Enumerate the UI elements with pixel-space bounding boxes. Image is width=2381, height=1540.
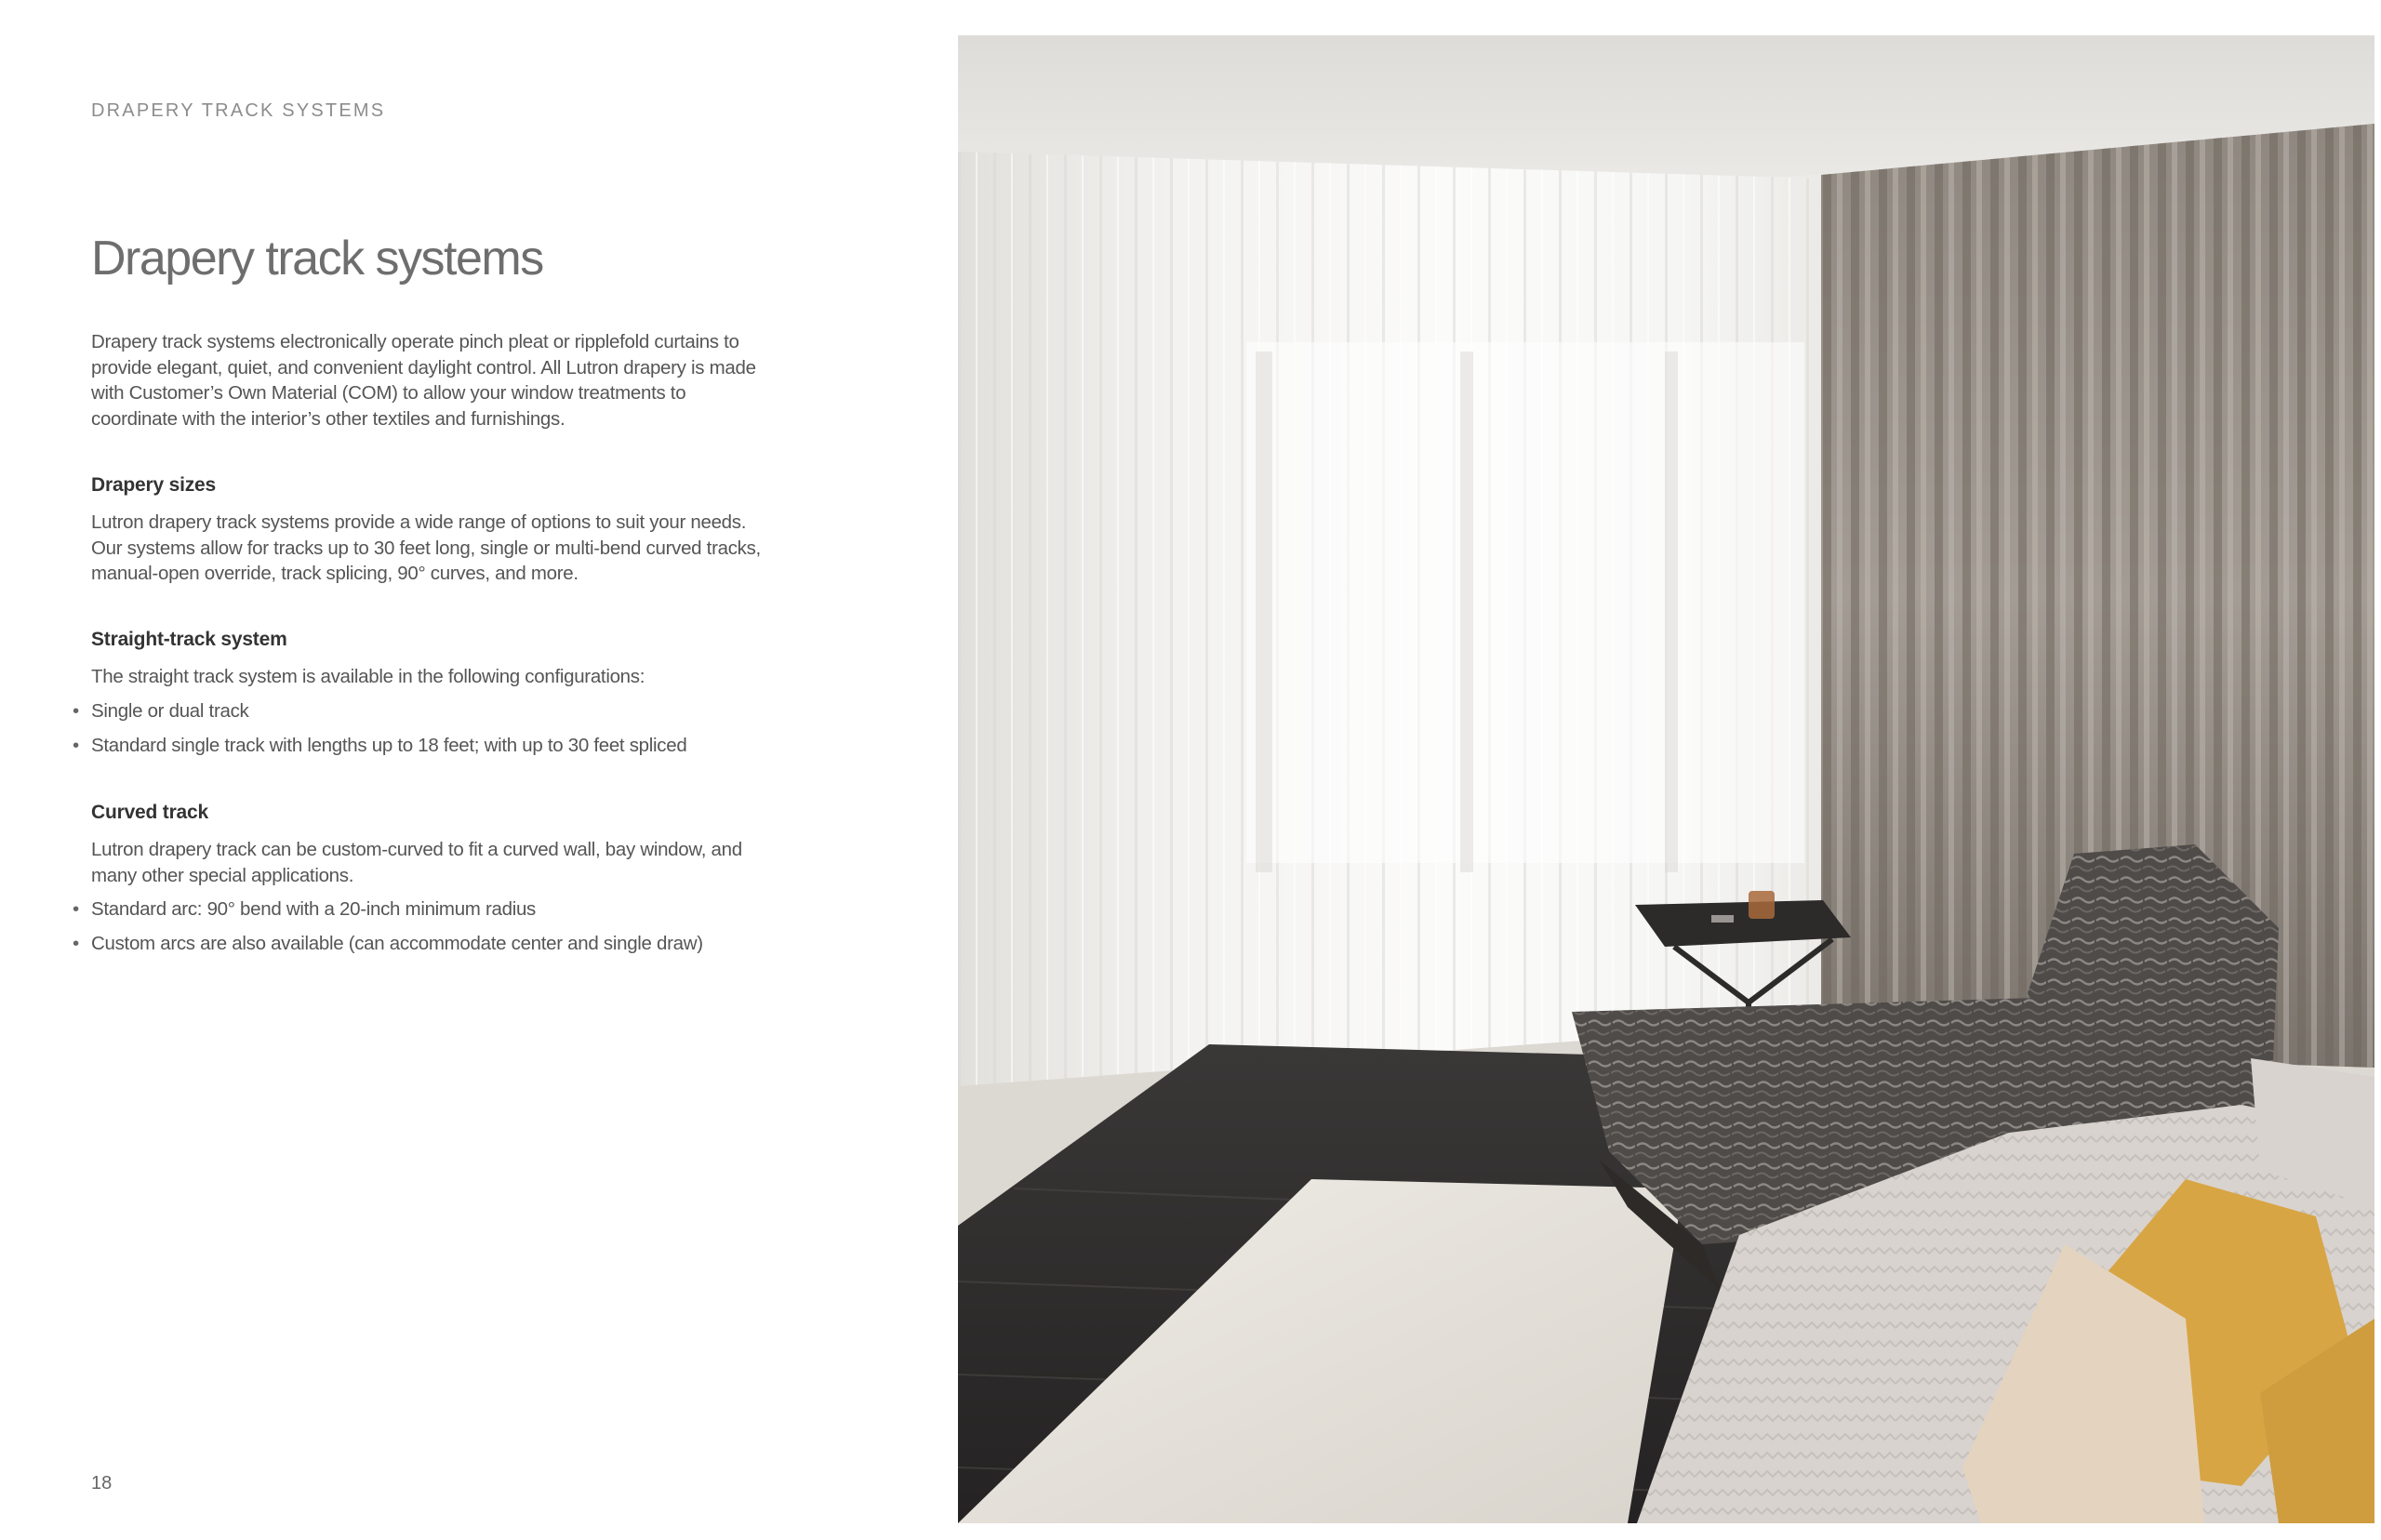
section-straight-track	[73, 629, 761, 767]
list-item	[73, 733, 761, 759]
bullet-icon: •	[73, 898, 79, 920]
bullet-list	[73, 698, 761, 759]
list-item-text: Standard arc: 90° bend with a 20-inch minimum radius	[91, 898, 537, 920]
section-heading: Straight-track system	[91, 629, 287, 650]
intro-paragraph: Drapery track systems electronically operate pinch pleat or ripplefold curtains to provide elegant, quiet, and convenient daylight control. All Lutron drapery is made with Customer’s Own Material (COM) to allow your window treatments to coordinate with the interior’s other textiles and furnishings.	[91, 331, 756, 430]
list-item-text: Custom arcs are also available (can accommodate center and single draw)	[91, 933, 703, 954]
bullet-list	[73, 896, 761, 957]
list-item	[73, 931, 761, 957]
list-item	[73, 698, 761, 724]
section-heading: Curved track	[91, 802, 208, 823]
room-photo	[958, 35, 2374, 1523]
room-illustration	[958, 35, 2374, 1523]
list-item-text: Single or dual track	[91, 699, 249, 722]
section-heading: Drapery sizes	[91, 474, 216, 496]
section-body: Lutron drapery track can be custom-curved to fit a curved wall, bay window, and many other special applications.	[91, 839, 742, 886]
section-body: The straight track system is available in the following configurations:	[91, 666, 645, 687]
page-title: Drapery track systems	[91, 232, 543, 285]
bullet-icon: •	[73, 933, 79, 954]
list-item	[73, 896, 761, 923]
section-curved-track	[73, 802, 761, 965]
page-number: 18	[91, 1473, 113, 1494]
bullet-icon: •	[73, 734, 79, 756]
section-body: Lutron drapery track systems provide a wide range of options to suit your needs. Our systems allow for tracks up to 30 feet long, single or multi-bend curved tracks, manual-open override, track splicing, 90° curves, and more.	[91, 511, 761, 584]
section-eyebrow: DRAPERY TRACK SYSTEMS	[91, 100, 386, 121]
section-drapery-sizes	[91, 474, 761, 587]
bullet-icon: •	[73, 699, 79, 722]
list-item-text: Standard single track with lengths up to 18 feet; with up to 30 feet spliced	[91, 734, 687, 756]
